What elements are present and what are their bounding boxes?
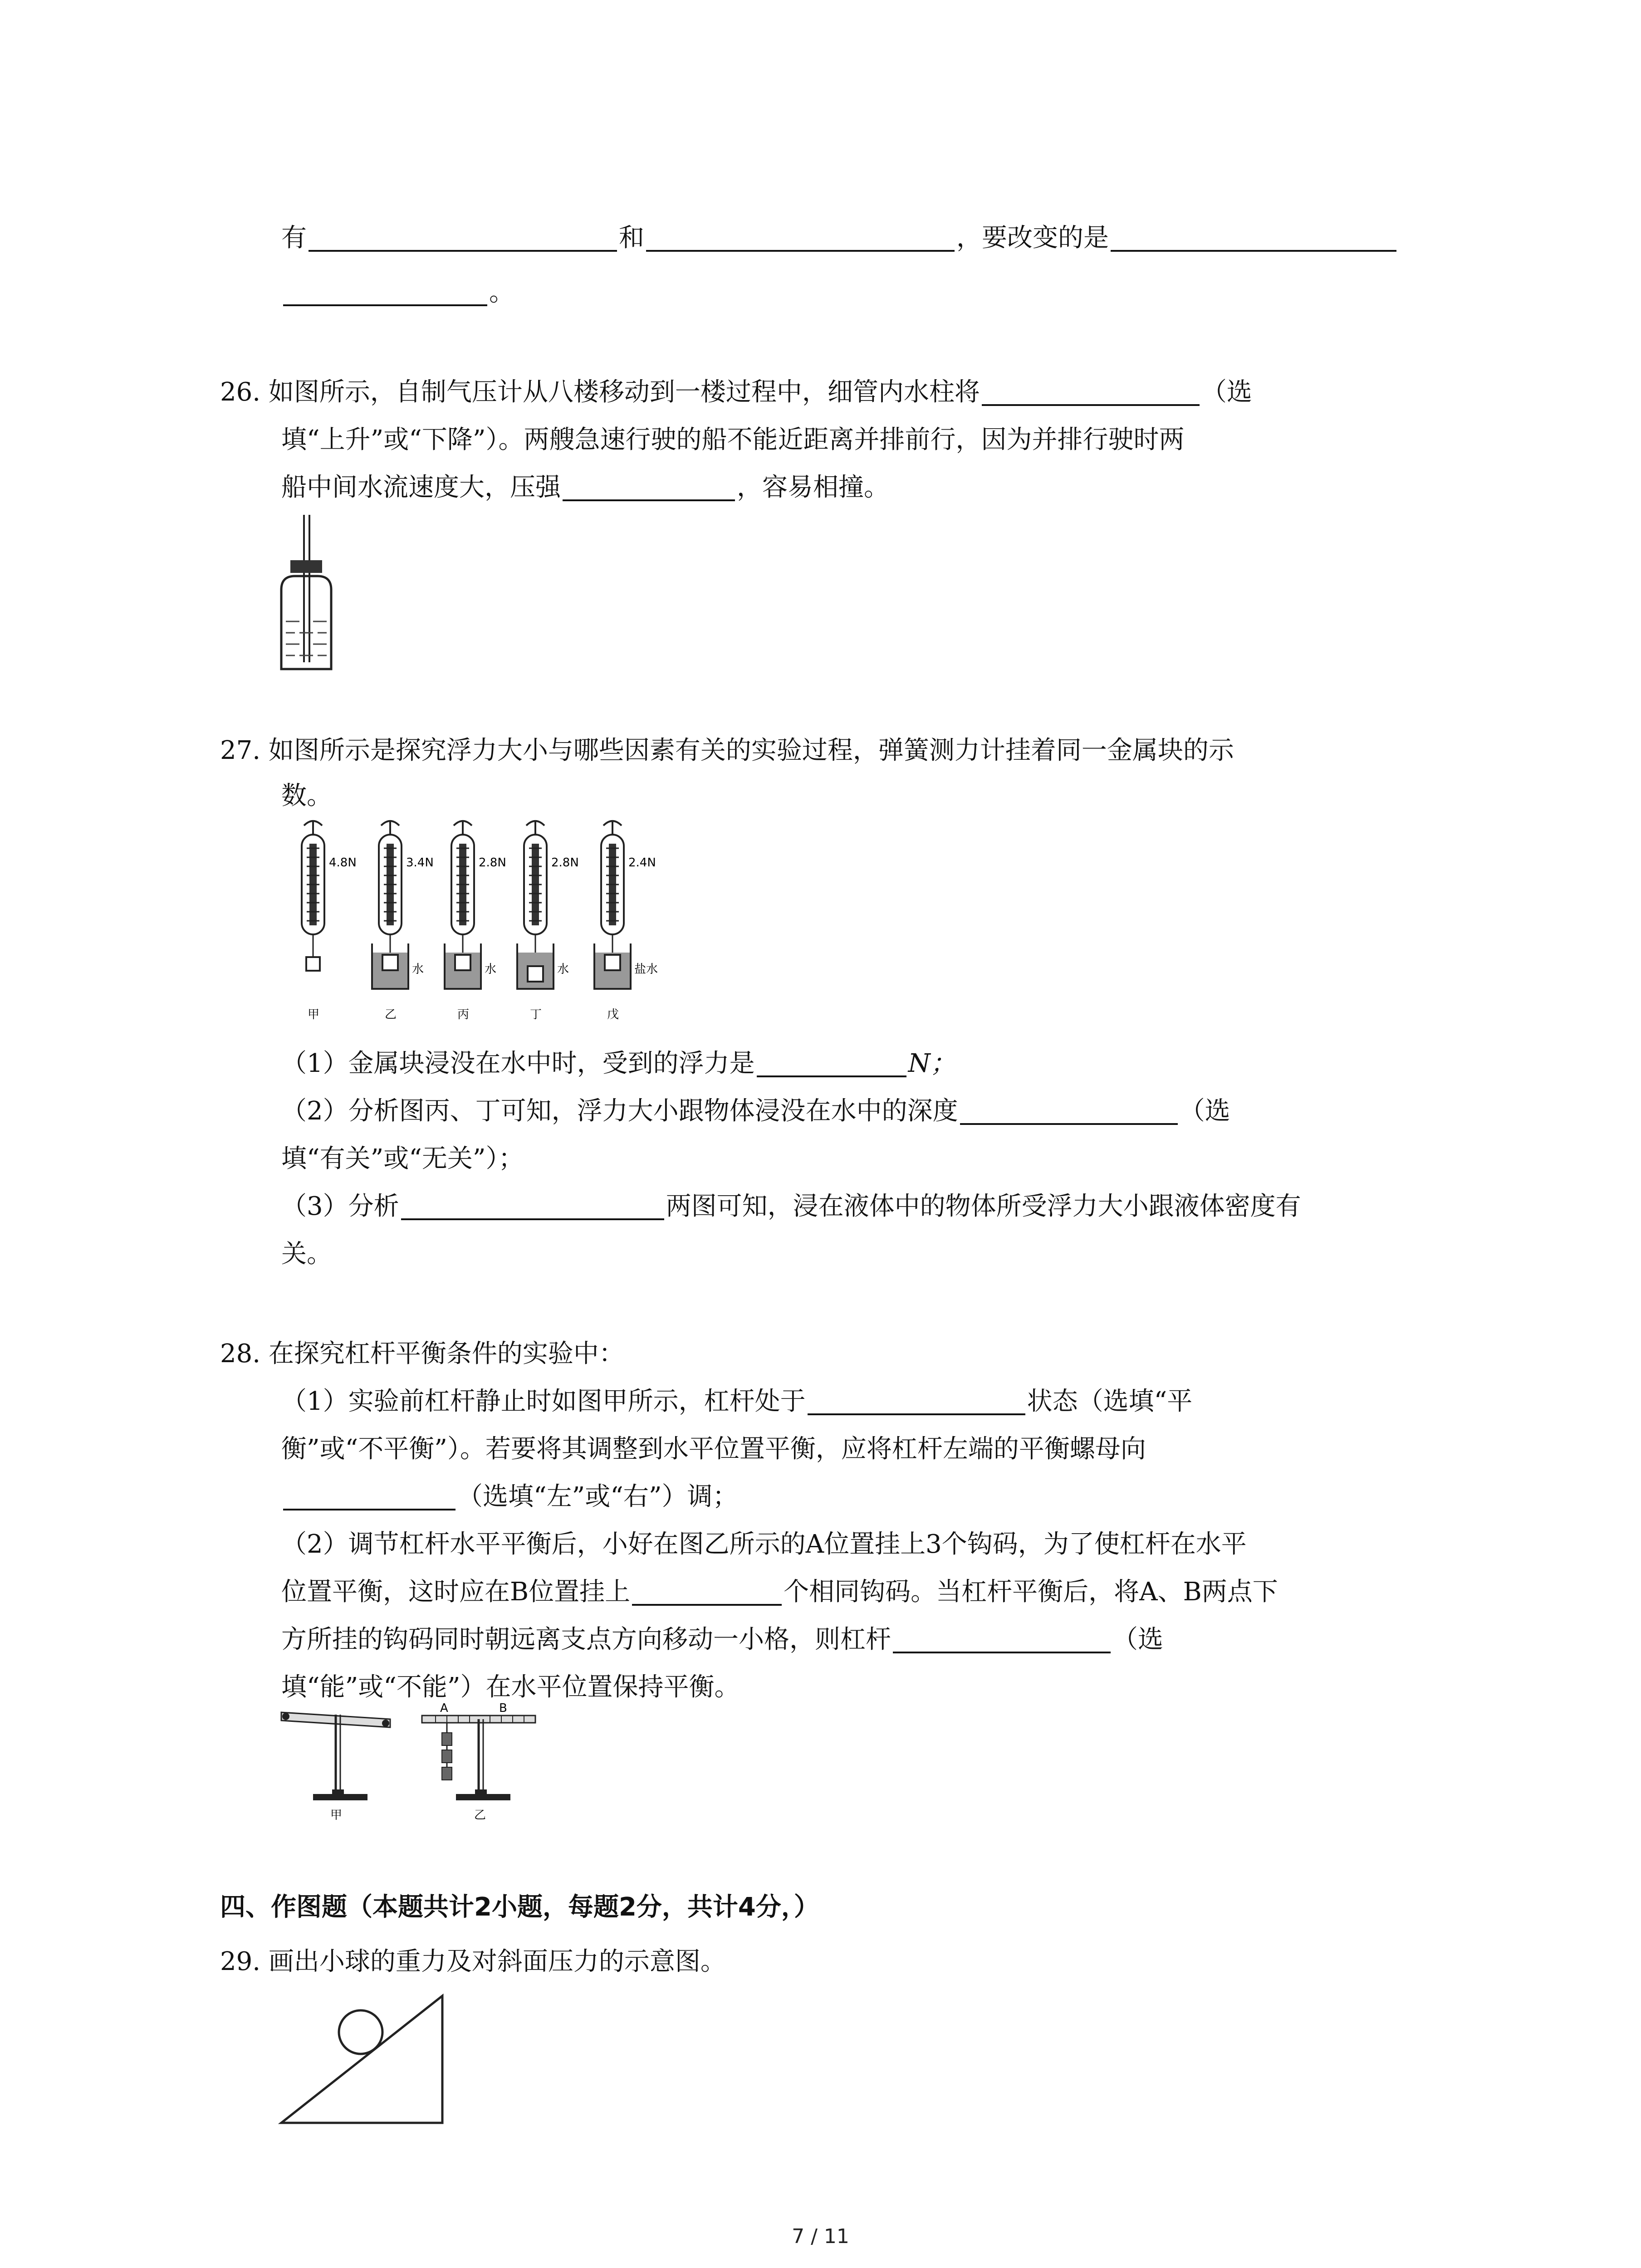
q28-part2-cont [281,1567,1278,1617]
q25-blank-3[interactable] [1111,223,1396,252]
q27-p3-text-b: 两图可知，浸在液体中的物体所受浮力大小跟液体密度有 [666,1192,1301,1221]
q28-p2-text-b: 位置平衡，这时应在B位置挂上 [281,1577,631,1607]
q28-blank-3[interactable] [632,1577,782,1606]
q26-text-1-end: （选 [1201,377,1252,407]
q27-p3-text: （3）分析 [281,1192,399,1221]
q29-text: 画出小球的重力及对斜面压力的示意图。 [268,1947,726,1976]
q26-text-3a: 船中间水流速度大，压强 [281,473,561,502]
incline-figure [277,1982,449,2134]
q26-blank-2[interactable] [563,472,735,501]
section-4-title [220,1882,819,1932]
q25-text-3: ，要改变的是 [956,223,1109,253]
q27-p3-cont: 关。 [281,1239,332,1269]
metal-block-5 [605,955,620,970]
q28-blank-1[interactable] [808,1386,1025,1415]
q28-p2-text-f: 填“能”或“不能”）在水平位置保持平衡。 [281,1672,740,1702]
q27-p1-unit: N； [908,1049,956,1078]
q27-text-1: 如图所示是探究浮力大小与哪些因素有关的实验过程，弹簧测力计挂着同一金属块的示 [268,736,1234,765]
metal-block-3 [455,955,470,970]
ball [339,2010,382,2054]
q25-text-end: 。 [489,278,514,307]
scale-reading-5: 2.4N [628,856,656,870]
q29-line1 [220,1937,726,1987]
q27-line2 [281,771,332,821]
q27-p1-text: （1）金属块浸没在水中时，受到的浮力是 [281,1049,755,1078]
q27-p2-text-end: （选 [1179,1096,1230,1126]
q28-p1-text: （1）实验前杠杆静止时如图甲所示，杠杆处于 [281,1387,806,1416]
scale-reading-3: 2.8N [479,856,506,870]
q28-p2-text: （2）调节杠杆水平平衡后，小好在图乙所示的A位置挂上3个钩码，为了使杠杆在水平 [281,1530,1247,1559]
spring-scale-figure [272,816,681,1027]
q26-line3 [281,463,889,513]
scale-caption-5: 戊 [607,1008,619,1022]
q25-blank-1[interactable] [309,223,617,252]
q28-part1-cont [281,1424,1146,1474]
q27-part2-cont [281,1134,524,1184]
spring-scale-3 [445,821,506,1022]
lever-jia [281,1712,390,1800]
q28-part1-cont2 [281,1472,738,1522]
q26-text-1: 如图所示，自制气压计从八楼移动到一楼过程中，细管内水柱将 [268,377,980,407]
q25-text-2: 和 [619,223,644,253]
q28-part2-cont3 [281,1662,740,1712]
metal-block-1 [306,957,320,971]
liquid-label-2: 水 [412,963,424,976]
liquid-label-3: 水 [485,963,497,976]
metal-block-4 [528,966,543,982]
q28-p2-text-d: 方所挂的钩码同时朝远离支点方向移动一小格，则杠杆 [281,1625,891,1654]
q26-blank-1[interactable] [982,377,1200,406]
q26-text-2: 填“上升”或“下降”）。两艘急速行驶的船不能近距离并排前行，因为并排行驶时两 [281,425,1185,455]
q28-text-1: 在探究杠杆平衡条件的实验中： [268,1339,624,1369]
q25-blank-4[interactable] [283,277,487,306]
q27-line1 [220,726,1234,776]
q28-p2-text-e: （选 [1112,1625,1163,1654]
liquid-label-5: 盐水 [634,963,658,976]
q28-p1-text-b: 状态（选填“平 [1027,1387,1193,1416]
spring-scale-2 [372,821,434,1022]
q28-number: 28. [220,1339,261,1369]
spring-scale-4 [517,821,579,1022]
q25-line1 [281,213,1398,263]
caption-jia: 甲 [330,1809,343,1822]
q27-part3 [281,1182,1301,1232]
q25-text-1: 有 [281,223,307,253]
section-4-title-text: 四、作图题（本题共计2小题，每题2分，共计4分，） [220,1892,819,1922]
point-a-label: A [440,1701,448,1715]
spring-scale-1 [302,821,357,1022]
metal-block-2 [382,955,398,970]
q27-blank-1[interactable] [757,1048,906,1077]
lever-figure [272,1701,590,1843]
scale-caption-2: 乙 [385,1008,397,1022]
q28-p1-end: （选填“左”或“右”）调； [457,1482,738,1511]
lever-yi [422,1701,535,1800]
point-b-label: B [499,1701,507,1715]
q29-number: 29. [220,1947,261,1976]
q25-blank-2[interactable] [646,223,955,252]
spring-scale-5 [594,821,658,1022]
scale-reading-2: 3.4N [406,856,434,870]
liquid-label-4: 水 [557,963,569,976]
q26-number: 26. [220,377,261,407]
scale-caption-3: 丙 [457,1008,470,1022]
scale-reading-4: 2.8N [551,856,579,870]
q27-number: 27. [220,736,261,765]
q27-blank-3[interactable] [401,1191,664,1220]
q25-line2 [281,268,514,318]
scale-reading-1: 4.8N [329,856,357,870]
page-number: 7 / 11 [792,2225,849,2248]
q26-line1 [220,367,1252,417]
q28-part1 [281,1377,1192,1427]
q27-part3-cont [281,1229,332,1279]
q27-p2-cont: 填“有关”或“无关”）； [281,1144,524,1173]
q27-blank-2[interactable] [960,1096,1178,1125]
caption-yi: 乙 [474,1809,486,1822]
scale-caption-1: 甲 [308,1008,320,1022]
q27-text-2: 数。 [281,781,332,811]
q27-p2-text: （2）分析图丙、丁可知，浮力大小跟物体浸没在水中的深度 [281,1096,958,1126]
q28-p1-cont: 衡”或“不平衡”）。若要将其调整到水平位置平衡，应将杠杆左端的平衡螺母向 [281,1434,1146,1464]
q26-text-3b: ，容易相撞。 [737,473,889,502]
q28-blank-2[interactable] [283,1481,456,1510]
q28-blank-4[interactable] [893,1624,1111,1653]
q26-line2 [281,415,1185,465]
q28-p2-text-c: 个相同钩码。当杠杆平衡后，将A、B两点下 [784,1577,1278,1607]
q27-part1 [281,1039,956,1089]
barometer-figure [272,513,345,678]
q28-part2 [281,1520,1247,1569]
q27-part2 [281,1086,1230,1136]
q28-part2-cont2 [281,1615,1163,1665]
scale-caption-4: 丁 [530,1008,542,1022]
q28-line1 [220,1329,624,1379]
